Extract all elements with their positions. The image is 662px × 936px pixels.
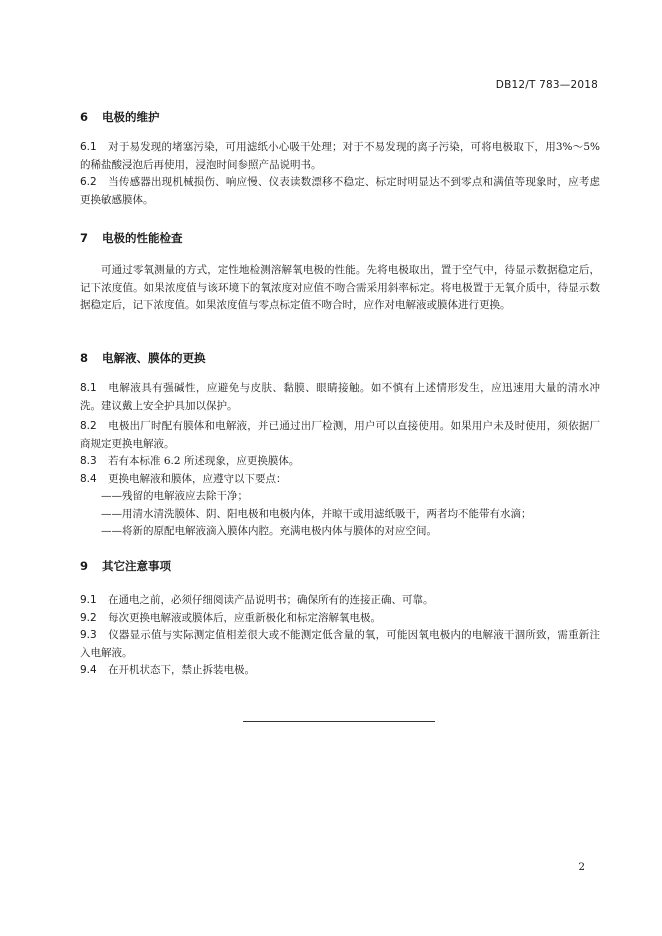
clause-number: 8.2 [80,420,97,432]
clause-number: 9.1 [80,594,97,606]
section-6-heading [80,109,160,125]
section-number: 6 [80,110,89,124]
clause-text: 仪器显示值与实际测定值相差很大或不能测定低含量的氧，可能因氧电极内的电解液干涸所致，需重新注入电解液。 [80,629,600,659]
clause-number: 8.4 [80,473,97,485]
list-item: ——残留的电解液应去除干净； [101,490,248,502]
clause-9-4 [80,662,600,680]
clause-8-3 [80,453,600,471]
clause-text: 对于易发现的堵塞污染，可用滤纸小心吸干处理；对于不易发现的离子污染，可将电极取下，用3%～5%的稀盐酸浸泡后再使用，浸泡时间参照产品说明书。 [80,141,600,171]
clause-text: 电解液具有强碱性，应避免与皮肤、黏膜、眼睛接触。如不慎有上述情形发生，应迅速用大量的清水冲洗。建议戴上安全护具加以保护。 [80,382,600,412]
clause-9-1 [80,592,600,610]
document-code: DB12/T 783—2018 [495,79,598,91]
section-7-heading [80,230,183,246]
clause-number: 8.1 [80,382,97,394]
clause-8-2 [80,418,600,453]
list-item: ——用清水清洗膜体、阴、阳电极和电极内体，并晾干或用滤纸吸干，两者均不能带有水滴； [101,508,532,520]
clause-9-2 [80,610,600,628]
clause-text: 若有本标准 6.2 所述现象，应更换膜体。 [108,455,300,467]
clause-number: 9.3 [80,629,97,641]
clause-6-1 [80,139,600,174]
section-title: 其它注意事项 [102,559,172,573]
clause-text: 每次更换电解液或膜体后，应重新极化和标定溶解氧电极。 [108,612,381,624]
clause-text: 在通电之前，必须仔细阅读产品说明书；确保所有的连接正确、可靠。 [108,594,434,606]
clause-number: 6.1 [80,141,97,153]
section-title: 电极的维护 [102,110,160,124]
end-of-document-rule [243,721,435,722]
clause-text: 电极出厂时配有膜体和电解液，并已通过出厂检测，用户可以直接使用。如果用户未及时使用，须依据厂商规定更换电解液。 [80,420,600,450]
section-7-paragraph: 可通过零氧测量的方式，定性地检测溶解氧电极的性能。先将电极取出，置于空气中，待显示数据稳定后，记下浓度值。如果浓度值与该环境下的氧浓度对应值不吻合需采用斜率标定。将电极置于无氧介质中，待显示数据稳定后，记下浓度值。如果浓度值与零点标定值不吻合时，应作对电解液或膜体进行更换。 [80,264,600,311]
clause-8-1 [80,380,600,415]
clause-8-4 [80,471,600,489]
clause-number: 6.2 [80,176,97,188]
clause-number: 9.4 [80,664,97,676]
section-8-heading [80,350,206,366]
clause-6-2 [80,174,600,209]
section-title: 电解液、膜体的更换 [102,351,206,365]
section-number: 9 [80,559,89,573]
section-title: 电极的性能检查 [102,231,183,245]
clause-number: 9.2 [80,612,97,624]
clause-text: 在开机状态下，禁止拆装电极。 [108,664,255,676]
clause-text: 更换电解液和膜体，应遵守以下要点： [108,473,287,485]
page-number: 2 [578,861,585,873]
list-item: ——将新的原配电解液滴入膜体内腔。充满电极内体与膜体的对应空间。 [101,525,437,537]
clause-9-3 [80,627,600,662]
clause-number: 8.3 [80,455,97,467]
section-number: 7 [80,231,89,245]
section-number: 8 [80,351,89,365]
clause-text: 当传感器出现机械损伤、响应慢、仪表读数漂移不稳定、标定时明显达不到零点和满值等现象时，应考虑更换敏感膜体。 [80,176,600,206]
section-9-heading [80,558,171,574]
